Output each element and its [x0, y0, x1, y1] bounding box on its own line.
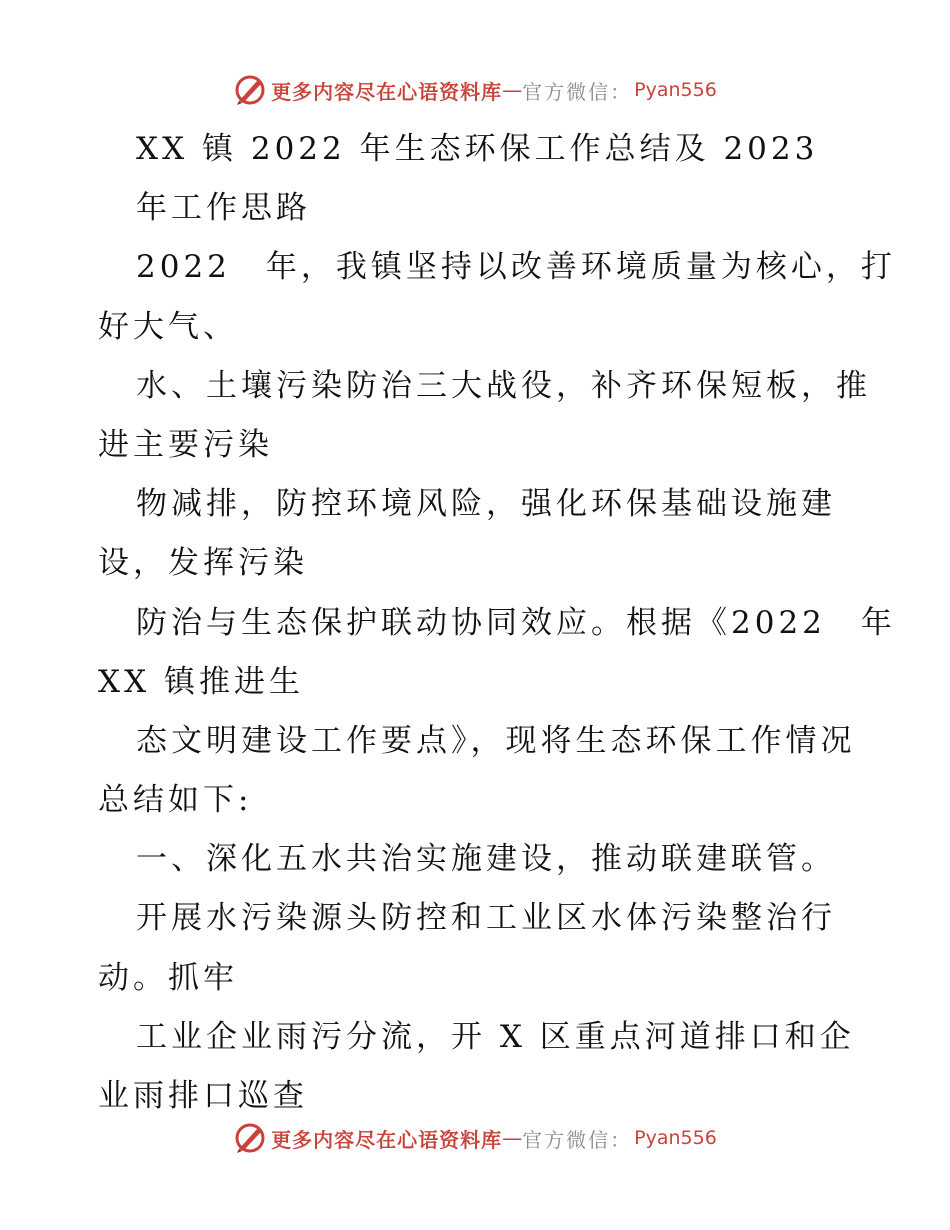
paragraph-line: 动。抓牢	[98, 959, 238, 996]
paragraph-line: 设，发挥污染	[98, 545, 308, 582]
title-line-1: XX 镇 2022 年生态环保工作总结及 2023	[136, 131, 819, 167]
paragraph-line: 总结如下:	[98, 782, 253, 819]
pen-circle-logo-icon	[233, 1121, 267, 1155]
paragraph-line: XX 镇推进生	[98, 663, 304, 700]
paragraph-line: 物减排，防控环境风险，强化环保基础设施建	[136, 486, 836, 523]
paragraph-line: 进主要污染	[98, 426, 273, 463]
banner-separator: —	[502, 1126, 523, 1150]
paragraph-line: 工业企业雨污分流，开 X 区重点河道排口和企	[136, 1018, 855, 1055]
banner-wechat-label: 官方微信：	[522, 1127, 633, 1152]
header-banner	[0, 70, 950, 110]
paragraph-line: 开展水污染源头防控和工业区水体污染整治行	[136, 900, 836, 937]
paragraph-line: 防治与生态保护联动协同效应。根据《2022 年	[136, 604, 896, 641]
paragraph-line: 2022 年，我镇坚持以改善环境质量为核心，打	[136, 249, 896, 286]
document-body	[98, 120, 896, 1126]
paragraph-line: 态文明建设工作要点》，现将生态环保工作情况	[136, 722, 856, 759]
section-heading: 一、深化五水共治实施建设，推动联建联管。	[136, 841, 836, 878]
banner-promo-text: 更多内容尽在心语资料库	[271, 1127, 503, 1152]
banner-promo-text: 更多内容尽在心语资料库	[271, 79, 503, 104]
banner-wechat-id: Pyan556	[634, 1127, 717, 1149]
pen-circle-logo-icon	[233, 73, 267, 107]
paragraph-line: 水、土壤污染防治三大战役，补齐环保短板，推	[136, 367, 871, 404]
banner-wechat-label: 官方微信：	[522, 79, 633, 104]
footer-banner	[0, 1118, 950, 1158]
title-line-2: 年工作思路	[136, 190, 311, 227]
paragraph-line: 好大气、	[98, 308, 238, 345]
banner-separator: —	[502, 78, 523, 102]
paragraph-line: 业雨排口巡查	[98, 1078, 308, 1114]
banner-wechat-id: Pyan556	[634, 79, 717, 101]
